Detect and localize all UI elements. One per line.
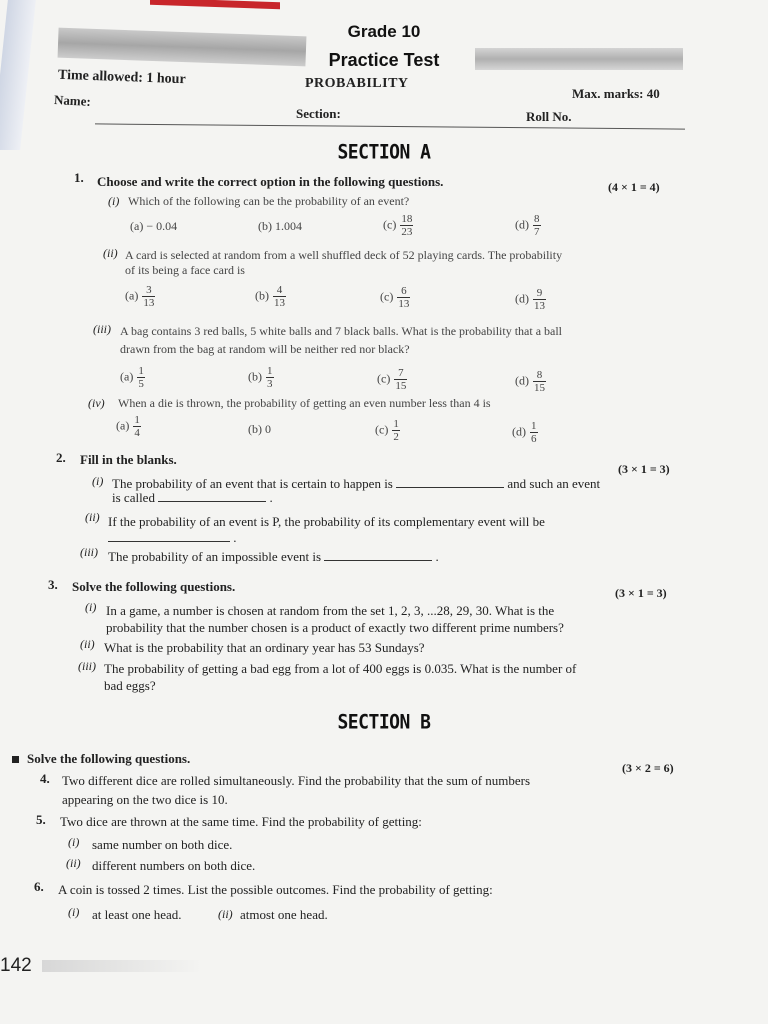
roll-number-label: Roll No. bbox=[526, 109, 572, 124]
q2-ii-label: (ii) bbox=[85, 510, 100, 524]
numerator: 1 bbox=[138, 365, 144, 377]
option-label: (d) bbox=[515, 373, 529, 388]
fraction bbox=[400, 213, 413, 238]
q1-i-text: Which of the following can be the probability of an event? bbox=[128, 194, 410, 208]
max-marks: Max. marks: 40 bbox=[572, 86, 660, 101]
numerator: 18 bbox=[401, 213, 413, 225]
fraction bbox=[273, 284, 286, 309]
q1-ii-line2: of its being a face card is bbox=[125, 263, 245, 277]
q3-number: 3. bbox=[48, 577, 58, 592]
answer-blank[interactable] bbox=[108, 541, 230, 542]
q3-ii-text: What is the probability that an ordinary year has 53 Sundays? bbox=[104, 640, 425, 655]
q3-iii-label: (iii) bbox=[78, 659, 96, 673]
option-label: (a) bbox=[125, 288, 139, 303]
q3-iii-line2: bad eggs? bbox=[104, 678, 156, 693]
test-title: Practice Test bbox=[328, 50, 440, 70]
fraction bbox=[133, 414, 141, 439]
q1-iv-text: When a die is thrown, the probability of getting an even number less than 4 is bbox=[118, 396, 491, 410]
q3-text: Solve the following questions. bbox=[72, 579, 236, 594]
q1-ii-option-c bbox=[380, 285, 410, 310]
q3-i-line1: In a game, a number is chosen at random from the set 1, 2, 3, ...28, 29, 30. What is the bbox=[106, 603, 555, 618]
q1-iv-option-d bbox=[512, 420, 538, 445]
q6-text: A coin is tossed 2 times. List the possible outcomes. Find the probability of getting: bbox=[58, 882, 493, 897]
section-label: Section: bbox=[296, 106, 341, 121]
grade-title: Grade 10 bbox=[347, 22, 421, 41]
numerator: 6 bbox=[397, 285, 410, 298]
period: . bbox=[435, 549, 439, 564]
header-rule bbox=[95, 123, 685, 129]
q2-iii-text: The probability of an impossible event is bbox=[108, 549, 322, 564]
q2-i-line2-text: is called bbox=[112, 490, 155, 505]
denominator: 5 bbox=[138, 378, 144, 390]
q2-iii-line bbox=[108, 549, 439, 565]
denominator: 2 bbox=[393, 431, 399, 443]
denominator: 13 bbox=[534, 300, 545, 312]
denominator: 13 bbox=[398, 298, 410, 310]
q6-ii-label: (ii) bbox=[218, 907, 233, 921]
option-label: (d) bbox=[515, 217, 529, 232]
section-b-heading: Solve the following questions. bbox=[27, 751, 191, 766]
numerator: 9 bbox=[533, 287, 546, 300]
time-allowed: Time allowed: 1 hour bbox=[57, 67, 186, 88]
answer-blank[interactable] bbox=[324, 560, 432, 561]
q2-text: Fill in the blanks. bbox=[80, 452, 177, 467]
denominator: 7 bbox=[534, 226, 540, 238]
q2-iii-label: (iii) bbox=[80, 545, 98, 559]
bullet-icon bbox=[12, 756, 19, 763]
option-label: (c) bbox=[383, 217, 397, 232]
q2-i-tail: and such an event bbox=[507, 476, 601, 491]
denominator: 15 bbox=[534, 382, 545, 394]
fraction bbox=[266, 365, 274, 390]
option-label: (b) bbox=[255, 288, 269, 303]
numerator: 4 bbox=[273, 284, 286, 297]
q1-iii-option-b bbox=[248, 365, 274, 390]
q1-i-option-b: (b) 1.004 bbox=[258, 219, 302, 233]
q1-text: Choose and write the correct option in the following questions. bbox=[97, 174, 444, 189]
q1-ii-option-a bbox=[125, 284, 155, 309]
numerator: 1 bbox=[393, 418, 399, 430]
q1-iii-label: (iii) bbox=[93, 322, 111, 336]
q1-ii-option-d bbox=[515, 287, 546, 312]
numerator: 3 bbox=[142, 284, 155, 297]
option-label: (c) bbox=[380, 289, 394, 304]
denominator: 13 bbox=[274, 297, 285, 309]
section-a-title: SECTION A bbox=[337, 140, 431, 165]
q5-text: Two dice are thrown at the same time. Find the probability of getting: bbox=[60, 814, 422, 829]
q2-i-line2 bbox=[112, 490, 273, 506]
denominator: 3 bbox=[267, 378, 273, 390]
fraction bbox=[394, 367, 407, 392]
answer-blank[interactable] bbox=[396, 487, 504, 488]
q1-iv-label: (iv) bbox=[88, 396, 105, 410]
page-number: 142 bbox=[0, 955, 32, 976]
q2-marks: (3 × 1 = 3) bbox=[618, 462, 670, 476]
q5-ii-text: different numbers on both dice. bbox=[92, 858, 256, 873]
fraction bbox=[142, 284, 155, 309]
q1-iii-line1: A bag contains 3 red balls, 5 white balls and 7 black balls. What is the probability that a ball bbox=[120, 324, 563, 338]
q1-marks: (4 × 1 = 4) bbox=[608, 180, 660, 194]
q4-line1: Two different dice are rolled simultaneously. Find the probability that the sum of numbers bbox=[62, 773, 531, 788]
q1-iii-line2: drawn from the bag at random will be neither red nor black? bbox=[120, 342, 410, 356]
option-label: (a) bbox=[120, 369, 134, 384]
fraction bbox=[530, 420, 538, 445]
q5-i-text: same number on both dice. bbox=[92, 837, 233, 852]
q4-line2: appearing on the two dice is 10. bbox=[62, 792, 228, 807]
numerator: 8 bbox=[533, 369, 546, 382]
answer-blank[interactable] bbox=[158, 501, 266, 502]
q3-i-label: (i) bbox=[85, 600, 97, 614]
option-label: (c) bbox=[375, 422, 389, 437]
fraction bbox=[392, 418, 400, 443]
option-label: (d) bbox=[515, 291, 529, 306]
q5-i-label: (i) bbox=[68, 835, 80, 849]
numerator: 1 bbox=[134, 414, 140, 426]
denominator: 13 bbox=[143, 297, 155, 309]
fraction bbox=[533, 369, 546, 394]
q1-ii-label: (ii) bbox=[103, 246, 118, 260]
numerator: 1 bbox=[531, 420, 537, 432]
q1-iv-option-c bbox=[375, 418, 400, 443]
denominator: 15 bbox=[395, 380, 407, 392]
fraction bbox=[533, 213, 541, 238]
fraction bbox=[397, 285, 410, 310]
q2-ii-answer bbox=[108, 530, 237, 546]
subject-title: PROBABILITY bbox=[305, 76, 409, 91]
q1-i-option-a: (a) − 0.04 bbox=[130, 219, 178, 233]
denominator: 6 bbox=[531, 433, 537, 445]
section-b-title: SECTION B bbox=[337, 710, 431, 735]
q4-number: 4. bbox=[40, 771, 50, 786]
q5-number: 5. bbox=[36, 812, 46, 827]
q1-ii-option-b bbox=[255, 284, 286, 309]
fraction bbox=[533, 287, 546, 312]
q5-ii-label: (ii) bbox=[66, 856, 81, 870]
q1-number: 1. bbox=[74, 170, 84, 185]
section-b-marks: (3 × 2 = 6) bbox=[622, 761, 674, 775]
q3-ii-label: (ii) bbox=[80, 637, 95, 651]
q3-i-line2: probability that the number chosen is a product of exactly two different prime numbers? bbox=[106, 620, 564, 635]
q1-i-label: (i) bbox=[108, 194, 120, 208]
period: . bbox=[233, 530, 237, 545]
q2-i-text: The probability of an event that is certain to happen is bbox=[112, 476, 393, 491]
denominator: 4 bbox=[134, 427, 140, 439]
numerator: 8 bbox=[534, 213, 540, 225]
q2-number: 2. bbox=[56, 450, 66, 465]
q6-i-label: (i) bbox=[68, 905, 80, 919]
q3-marks: (3 × 1 = 3) bbox=[615, 586, 667, 600]
q1-iii-option-a bbox=[120, 365, 145, 390]
q1-iv-option-b: (b) 0 bbox=[248, 422, 271, 436]
q1-iii-option-d bbox=[515, 369, 546, 394]
q2-i-label: (i) bbox=[92, 474, 104, 488]
q3-iii-line1: The probability of getting a bad egg from a lot of 400 eggs is 0.035. What is the number of bbox=[104, 661, 577, 676]
q1-i-option-d bbox=[515, 213, 541, 238]
q6-i-text: at least one head. bbox=[92, 907, 182, 922]
option-label: (b) bbox=[248, 369, 262, 384]
q1-i-option-c bbox=[383, 213, 413, 238]
numerator: 1 bbox=[267, 365, 273, 377]
red-edge-decoration bbox=[150, 0, 280, 9]
q1-ii-line1: A card is selected at random from a well shuffled deck of 52 playing cards. The probability bbox=[125, 248, 563, 262]
period: . bbox=[269, 490, 273, 505]
option-label: (c) bbox=[377, 371, 391, 386]
fraction bbox=[137, 365, 145, 390]
name-label: Name: bbox=[53, 92, 92, 109]
q1-iv-option-a bbox=[116, 414, 141, 439]
footer-fade bbox=[42, 960, 202, 972]
numerator: 7 bbox=[394, 367, 407, 380]
q6-number: 6. bbox=[34, 879, 44, 894]
q6-ii-text: atmost one head. bbox=[240, 907, 328, 922]
q2-ii-text: If the probability of an event is P, the probability of its complementary event will be bbox=[108, 514, 545, 529]
option-label: (a) bbox=[116, 418, 130, 433]
option-label: (d) bbox=[512, 424, 526, 439]
q1-iii-option-c bbox=[377, 367, 407, 392]
denominator: 23 bbox=[401, 226, 413, 238]
